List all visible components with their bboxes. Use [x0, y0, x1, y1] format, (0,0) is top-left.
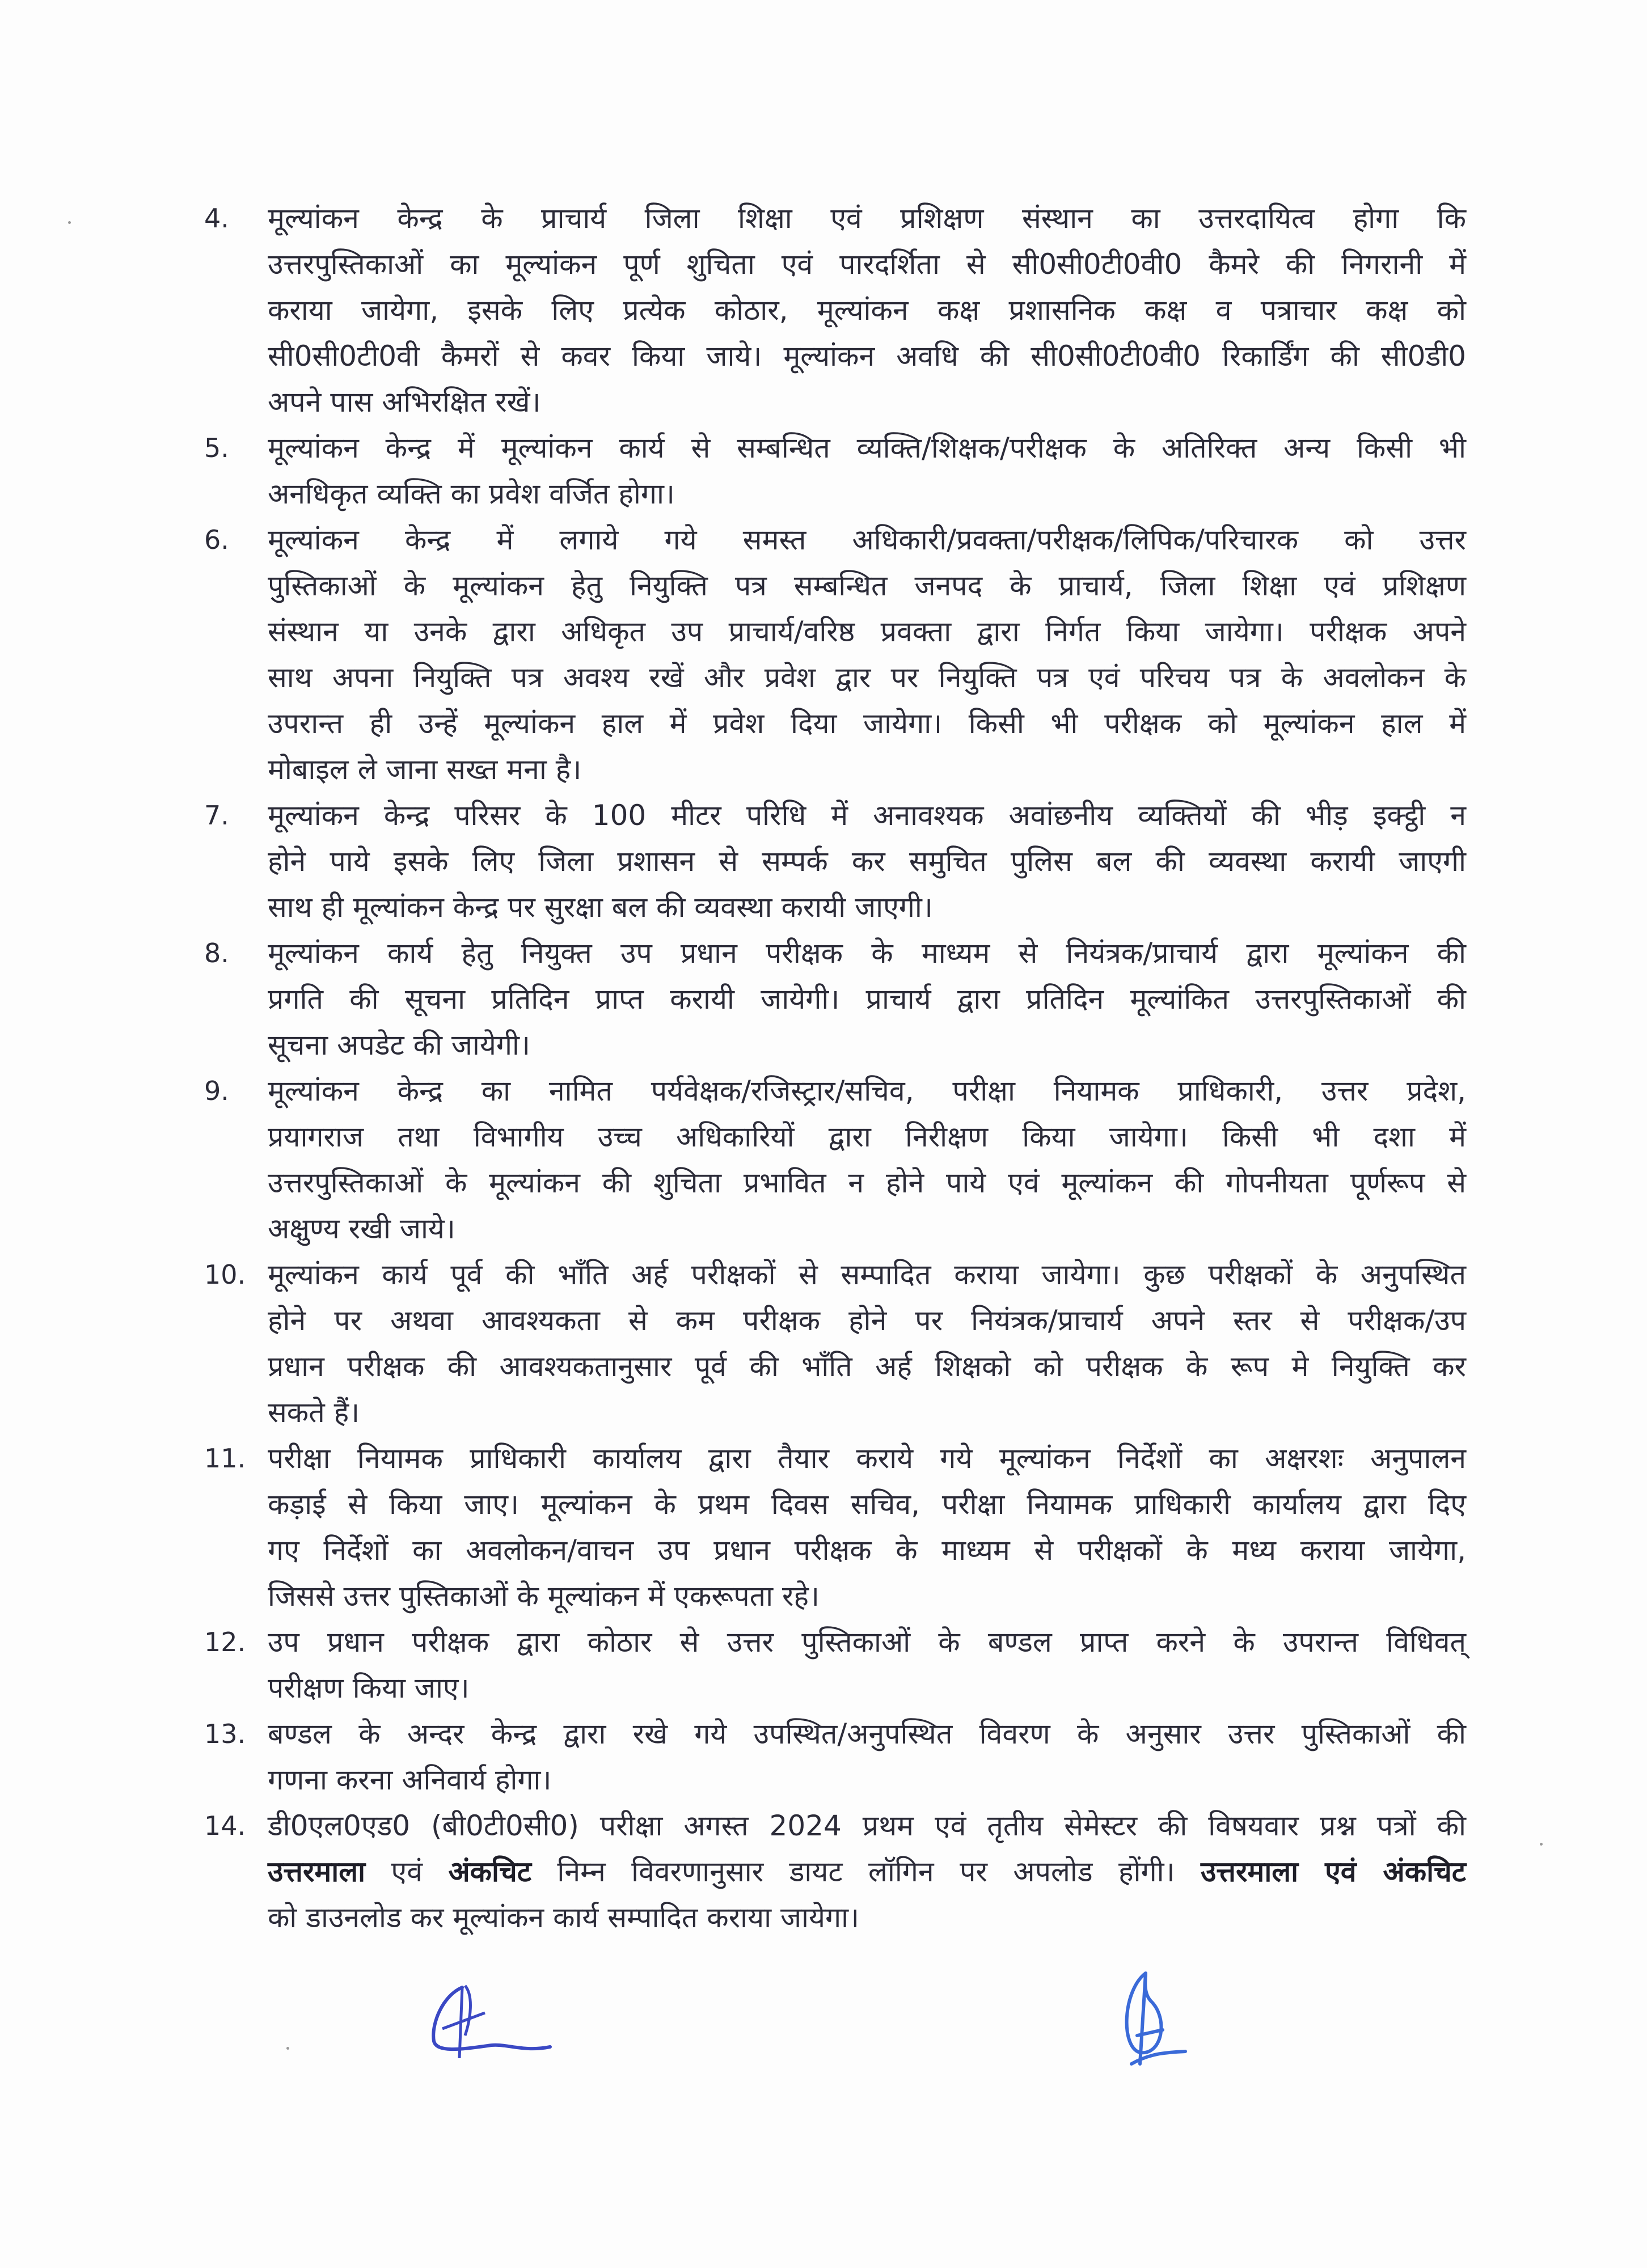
text-line: बण्डल के अन्दर केन्द्र द्वारा रखे गये उपस्थित/अनुपस्थित विवरण के अनुसार उत्तर पुस्तिकाओं की [268, 1717, 1466, 1750]
text-line: सूचना अपडेट की जायेगी। [268, 1029, 530, 1061]
item-number: 9. [204, 1076, 229, 1106]
list-item [204, 1619, 1466, 1711]
text-line: साथ अपना नियुक्ति पत्र अवश्य रखें और प्रवेश द्वार पर नियुक्ति पत्र एवं परिचय पत्र के अवलोकन के [268, 661, 1466, 694]
list-item [204, 1068, 1466, 1252]
text-line: साथ ही मूल्यांकन केन्द्र पर सुरक्षा बल की व्यवस्था करायी जाएगी। [268, 891, 933, 924]
item-body [268, 196, 1466, 425]
list-item [204, 930, 1466, 1068]
text-line: को डाउनलोड कर मूल्यांकन कार्य सम्पादित कराया जायेगा। [268, 1901, 860, 1934]
item-body [268, 1711, 1466, 1803]
list-item [204, 1803, 1466, 1941]
item-body [268, 1252, 1466, 1436]
text-line: गए निर्देशों का अवलोकन/वाचन उप प्रधान परीक्षक के माध्यम से परीक्षकों के मध्य कराया जायेगा, [268, 1534, 1466, 1567]
text-line: पुस्तिकाओं के मूल्यांकन हेतु नियुक्ति पत्र सम्बन्धित जनपद के प्राचार्य, जिला शिक्षा एवं प्रशिक्षण [268, 569, 1466, 602]
list-item [204, 196, 1466, 425]
item-number: 10. [204, 1259, 246, 1290]
item-body [268, 1068, 1466, 1252]
item-body [268, 425, 1466, 517]
text-line: सकते हैं। [268, 1396, 360, 1429]
item-number: 12. [204, 1627, 246, 1657]
text-line: मूल्यांकन केन्द्र में मूल्यांकन कार्य से सम्बन्धित व्यक्ति/शिक्षक/परीक्षक के अतिरिक्त अन्य किसी भी [268, 431, 1466, 464]
bold-text: अंकचिट [448, 1855, 531, 1888]
text-line: होने पर अथवा आवश्यकता से कम परीक्षक होने पर नियंत्रक/प्राचार्य अपने स्तर से परीक्षक/उप [268, 1304, 1466, 1337]
text-line: मूल्यांकन कार्य हेतु नियुक्त उप प्रधान परीक्षक के माध्यम से नियंत्रक/प्राचार्य द्वारा मूल्यांकन की [268, 937, 1466, 970]
text-line: प्रधान परीक्षक की आवश्यकतानुसार पूर्व की भाँति अर्ह शिक्षको को परीक्षक के रूप मे नियुक्ति कर [268, 1350, 1466, 1383]
scan-speck [1540, 1843, 1543, 1846]
text-line: मूल्यांकन केन्द्र का नामित पर्यवेक्षक/रजिस्ट्रार/सचिव, परीक्षा नियामक प्राधिकारी, उत्तर प्रदेश, [268, 1074, 1466, 1107]
text-line: मोबाइल ले जाना सख्त मना है। [268, 753, 582, 786]
text-line [268, 1849, 1466, 1895]
signature-right [1106, 1967, 1208, 2070]
item-number: 6. [204, 524, 229, 555]
item-number: 4. [204, 203, 229, 234]
bold-text: उत्तरमाला [268, 1855, 366, 1888]
text-segment: निम्न विवरणानुसार डायट लॉगिन पर अपलोड होंगी। [531, 1855, 1201, 1888]
list-item [204, 1711, 1466, 1803]
text-line: उपरान्त ही उन्हें मूल्यांकन हाल में प्रवेश दिया जायेगा। किसी भी परीक्षक को मूल्यांकन हाल में [268, 707, 1466, 740]
item-body [268, 1619, 1466, 1711]
text-line: प्रयागराज तथा विभागीय उच्च अधिकारियों द्वारा निरीक्षण किया जायेगा। किसी भी दशा में [268, 1120, 1466, 1153]
list-item [204, 1436, 1466, 1619]
list-item [204, 1252, 1466, 1436]
text-line: मूल्यांकन कार्य पूर्व की भाँति अर्ह परीक्षकों से सम्पादित कराया जायेगा। कुछ परीक्षकों के अनुपस्थित [268, 1258, 1466, 1291]
text-line: मूल्यांकन केन्द्र में लगाये गये समस्त अधिकारी/प्रवक्ता/परीक्षक/लिपिक/परिचारक को उत्तर [268, 523, 1466, 556]
item-number: 13. [204, 1719, 246, 1749]
item-body [268, 1803, 1466, 1941]
text-line: गणना करना अनिवार्य होगा। [268, 1763, 552, 1796]
item-number: 14. [204, 1810, 246, 1841]
text-line: अपने पास अभिरक्षित रखें। [268, 386, 541, 418]
text-segment: एवं [365, 1855, 449, 1888]
text-line: सी0सी0टी0वी कैमरों से कवर किया जाये। मूल्यांकन अवधि की सी0सी0टी0वी0 रिकार्डिंग की सी0डी0 [268, 340, 1466, 373]
text-line: मूल्यांकन केन्द्र परिसर के 100 मीटर परिधि में अनावश्यक अवांछनीय व्यक्तियों की भीड़ इक्ट्ठी न [268, 799, 1466, 832]
list-item [204, 425, 1466, 517]
text-line: डी0एल0एड0 (बी0टी0सी0) परीक्षा अगस्त 2024 प्रथम एवं तृतीय सेमेस्टर की विषयवार प्रश्न पत्रों की [268, 1809, 1466, 1842]
item-number: 11. [204, 1443, 246, 1474]
signature-left [408, 1979, 567, 2058]
text-line: प्रगति की सूचना प्रतिदिन प्राप्त करायी जायेगी। प्राचार्य द्वारा प्रतिदिन मूल्यांकित उत्तरपुस्तिकाओं की [268, 983, 1466, 1015]
text-line: उत्तरपुस्तिकाओं के मूल्यांकन की शुचिता प्रभावित न होने पाये एवं मूल्यांकन की गोपनीयता पूर्णरूप से [268, 1166, 1466, 1199]
item-body [268, 1436, 1466, 1619]
scan-speck [68, 221, 71, 224]
item-body [268, 793, 1466, 930]
text-line: उप प्रधान परीक्षक द्वारा कोठार से उत्तर पुस्तिकाओं के बण्डल प्राप्त करने के उपरान्त विधिवत् [268, 1626, 1466, 1658]
bold-text: उत्तरमाला एवं अंकचिट [1201, 1855, 1466, 1888]
text-line: मूल्यांकन केन्द्र के प्राचार्य जिला शिक्षा एवं प्रशिक्षण संस्थान का उत्तरदायित्व होगा कि [268, 202, 1466, 235]
text-line: उत्तरपुस्तिकाओं का मूल्यांकन पूर्ण शुचिता एवं पारदर्शिता से सी0सी0टी0वी0 कैमरे की निगरानी में [268, 248, 1466, 281]
text-line: संस्थान या उनके द्वारा अधिकृत उप प्राचार्य/वरिष्ठ प्रवक्ता द्वारा निर्गत किया जायेगा। परीक्षक अपने [268, 615, 1466, 648]
text-line: जिससे उत्तर पुस्तिकाओं के मूल्यांकन में एकरूपता रहे। [268, 1580, 820, 1613]
list-item [204, 517, 1466, 793]
item-number: 5. [204, 433, 229, 463]
scan-speck [286, 2047, 289, 2050]
text-line: कराया जायेगा, इसके लिए प्रत्येक कोठार, मूल्यांकन कक्ष प्रशासनिक कक्ष व पत्राचार कक्ष को [268, 294, 1466, 327]
text-line: परीक्षण किया जाए। [268, 1672, 470, 1704]
item-body [268, 517, 1466, 793]
item-number: 7. [204, 800, 229, 831]
list-item [204, 793, 1466, 930]
item-number: 8. [204, 938, 229, 968]
instructions-list [204, 196, 1466, 1941]
item-body [268, 930, 1466, 1068]
text-line: कड़ाई से किया जाए। मूल्यांकन के प्रथम दिवस सचिव, परीक्षा नियामक प्राधिकारी कार्यालय द्वारा दिए [268, 1488, 1466, 1521]
text-line: अनधिकृत व्यक्ति का प्रवेश वर्जित होगा। [268, 477, 675, 510]
text-line: होने पाये इसके लिए जिला प्रशासन से सम्पर्क कर समुचित पुलिस बल की व्यवस्था करायी जाएगी [268, 845, 1466, 878]
text-line: परीक्षा नियामक प्राधिकारी कार्यालय द्वारा तैयार कराये गये मूल्यांकन निर्देशों का अक्षरशः अनुपालन [268, 1442, 1466, 1475]
text-line: अक्षुण्य रखी जाये। [268, 1212, 455, 1245]
